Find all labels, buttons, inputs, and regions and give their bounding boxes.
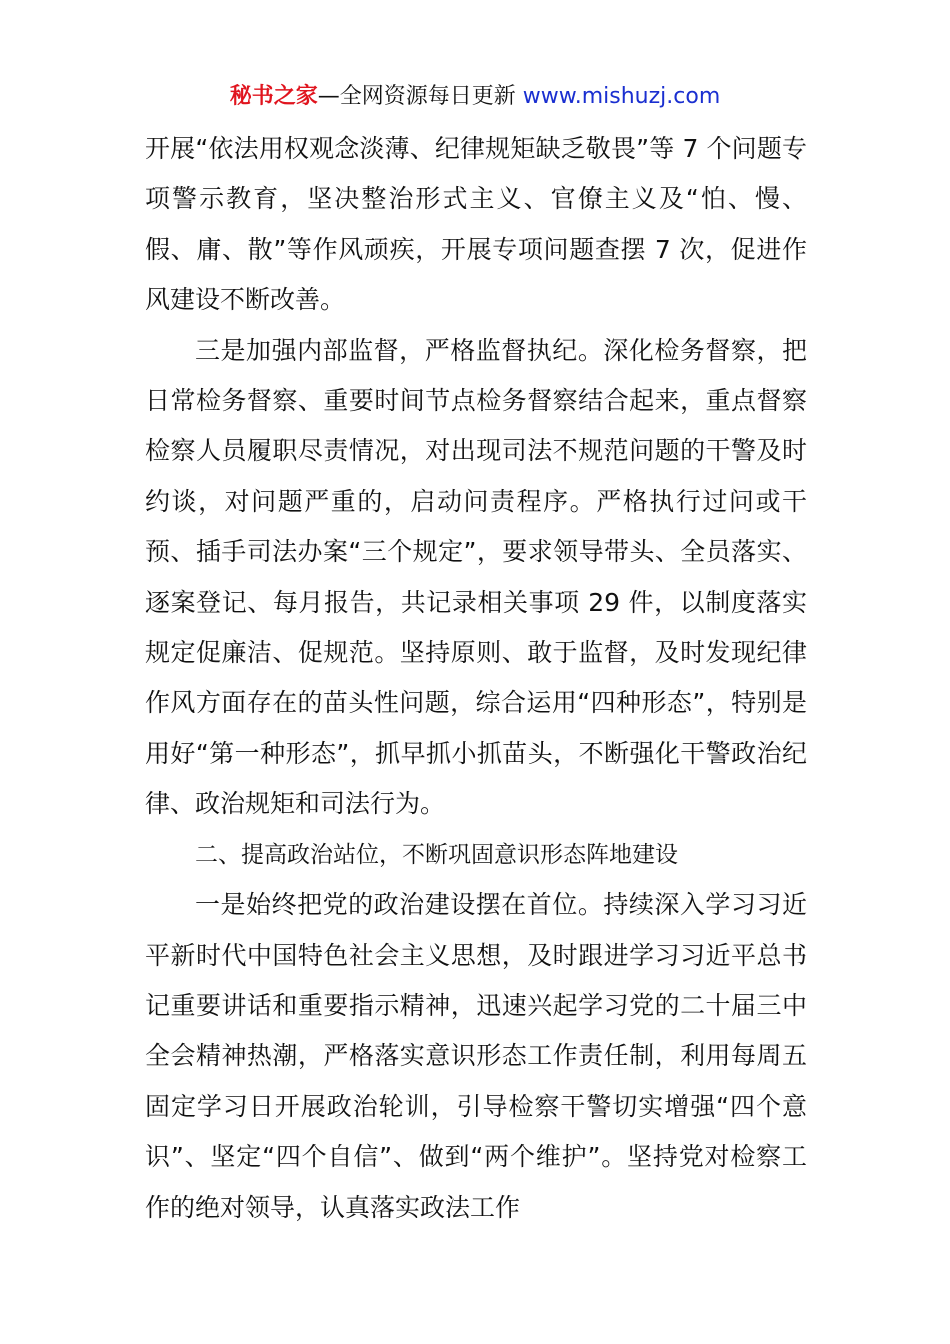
paragraph-internal-supervision: 三是加强内部监督，严格监督执纪。深化检务督察，把日常检务督察、重要时间节点检务督察结合起来，重点督察检察人员履职尽责情况，对出现司法不规范问题的干警及时约谈，对问题严重的，启动问责程序。严格执行过问或干预、插手司法办案“三个规定”，要求领导带头、全员落实、逐案登记、每月报告，共记录相关事项 29 件，以制度落实规定促廉洁、促规范。坚持原则、敢于监督，及时发现纪律作风方面存在的苗头性问题，综合运用“四种形态”，特别是用好“第一种形态”，抓早抓小抓苗头，不断强化干警政治纪律、政治规矩和司法行为。 (145, 335, 807, 819)
page-header (0, 82, 950, 112)
header-tagline: —全网资源每日更新 (317, 84, 516, 109)
paragraph-political-building: 一是始终把党的政治建设摆在首位。持续深入学习习近平新时代中国特色社会主义思想，及时跟进学习习近平总书记重要讲话和重要指示精神，迅速兴起学习党的二十届三中全会精神热潮，严格落实意识形态工作责任制，利用每周五固定学习日开展政治轮训，引导检察干警切实增强“四个意识”、坚定“四个自信”、做到“两个维护”。坚持党对检察工作的绝对领导，认真落实政法工作 (145, 890, 807, 1222)
brand-name: 秘书之家 (229, 84, 318, 109)
paragraph-continuation: 开展“依法用权观念淡薄、纪律规矩缺乏敬畏”等 7 个问题专项警示教育，坚决整治形式主义、官僚主义及“怕、慢、假、庸、散”等作风顽疾，开展专项问题查摆 7 次，促进作风建设不断改善。 (145, 134, 807, 315)
site-url-link[interactable]: www.mishuzj.com (522, 84, 721, 109)
document-body (145, 124, 807, 1233)
section-heading: 二、提高政治站位，不断巩固意识形态阵地建设 (195, 841, 678, 868)
